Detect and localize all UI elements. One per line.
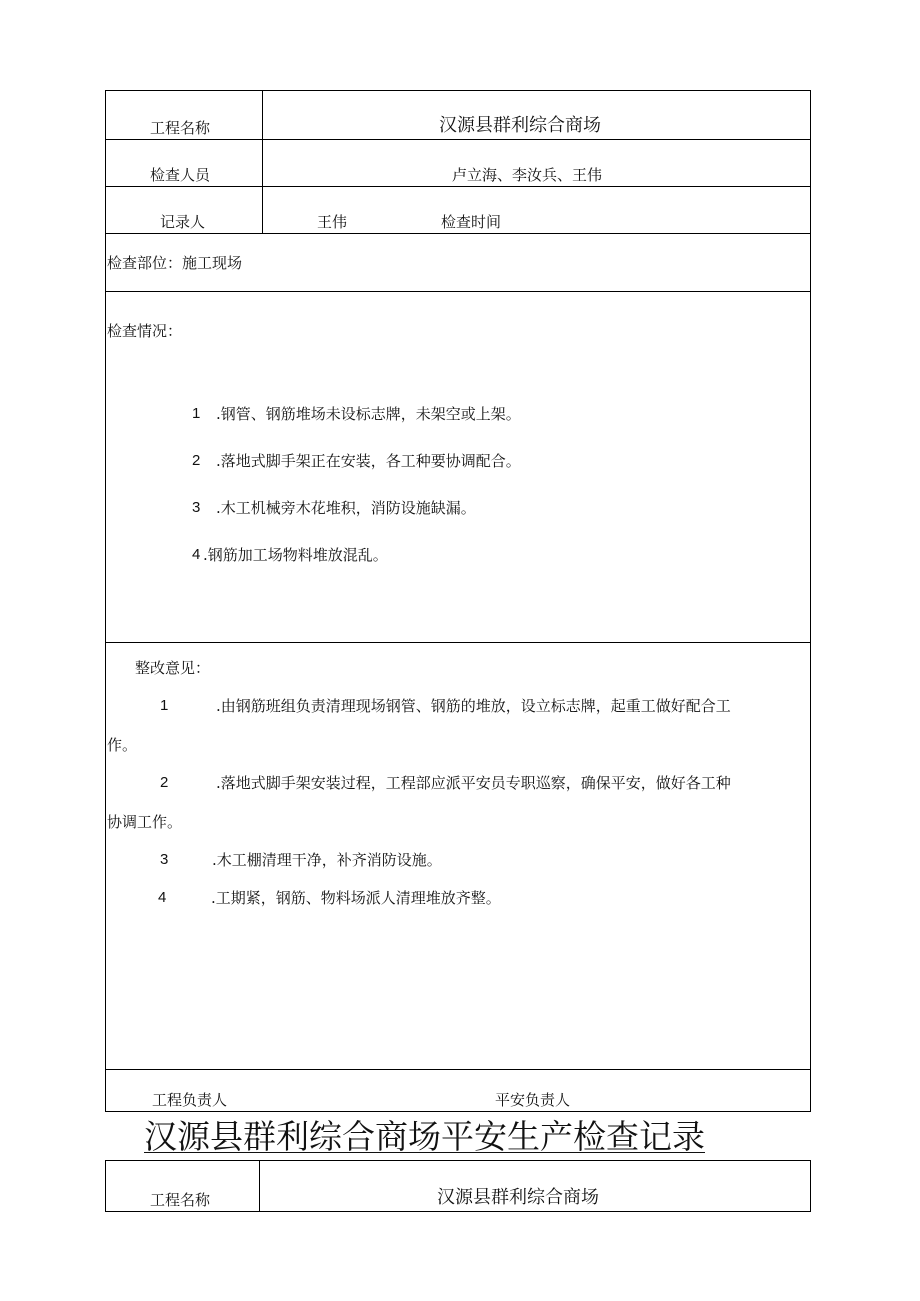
inspectors-label: 检查人员 [150, 166, 211, 184]
project-name-value: 汉源县群利综合商场 [439, 115, 601, 136]
rectification-item-text-cont: 协调工作。 [107, 813, 183, 831]
project-name-label: 工程名称 [150, 119, 211, 137]
rectification-item-number: 1 [160, 697, 169, 714]
label-column-divider [262, 90, 263, 234]
label-column-divider [259, 1160, 260, 1212]
situation-heading: 检查情况： [107, 322, 183, 340]
row-divider [105, 186, 811, 187]
rectification-item-text: .木工棚清理干净，补齐消防设施。 [212, 851, 442, 869]
safety-manager-label: 平安负责人 [495, 1091, 571, 1109]
inspection-time-label: 检查时间 [441, 213, 502, 231]
situation-item-text: .钢管、钢筋堆场未设标志牌，未架空或上架。 [216, 405, 521, 423]
row-divider [105, 233, 811, 234]
rectification-heading: 整改意见： [135, 659, 211, 677]
situation-item-text: .钢筋加工场物料堆放混乱。 [203, 546, 388, 564]
rectification-item-text-cont: 作。 [107, 736, 138, 754]
situation-item-number: 1 [192, 405, 201, 422]
row-divider [105, 139, 811, 140]
rectification-item-text: .落地式脚手架安装过程，工程部应派平安员专职巡察，确保平安，做好各工种 [216, 774, 731, 792]
row-divider [105, 642, 811, 643]
inspection-location: 检查部位：施工现场 [107, 254, 243, 272]
record-title: 汉源县群利综合商场平安生产检查记录 [144, 1117, 705, 1156]
rectification-item-text: .由钢筋班组负责清理现场钢管、钢筋的堆放，设立标志牌，起重工做好配合工 [216, 697, 731, 715]
project-manager-label: 工程负责人 [152, 1091, 228, 1109]
situation-item-number: 3 [192, 499, 201, 516]
rectification-item-number: 2 [160, 774, 169, 791]
record-table [105, 90, 811, 1112]
second-project-name-label: 工程名称 [150, 1191, 211, 1209]
situation-item-number: 4 [192, 546, 201, 563]
rectification-item-text: .工期紧，钢筋、物料场派人清理堆放齐整。 [211, 889, 501, 907]
recorder-label: 记录人 [160, 213, 206, 231]
row-divider [105, 291, 811, 292]
recorder-value: 王伟 [317, 213, 348, 231]
rectification-item-number: 3 [160, 851, 169, 868]
rectification-item-number: 4 [158, 889, 167, 906]
row-divider [105, 1069, 811, 1070]
inspectors-value: 卢立海、李汝兵、王伟 [452, 166, 603, 184]
second-project-name-value: 汉源县群利综合商场 [437, 1187, 599, 1208]
situation-item-number: 2 [192, 452, 201, 469]
situation-item-text: .落地式脚手架正在安装，各工种要协调配合。 [216, 452, 521, 470]
situation-item-text: .木工机械旁木花堆积，消防设施缺漏。 [216, 499, 476, 517]
